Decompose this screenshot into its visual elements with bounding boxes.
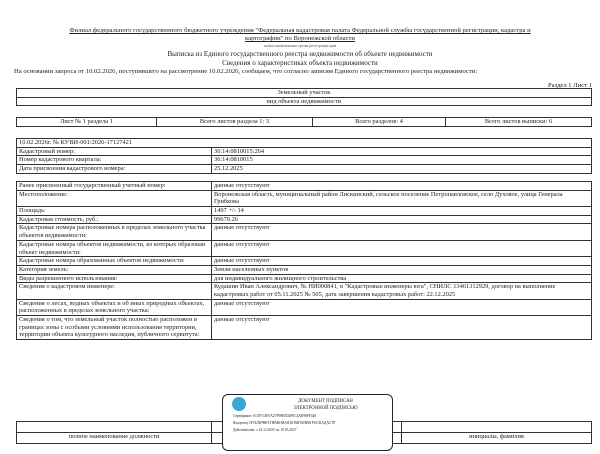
- row-label: Ранее присвоенный государственный учетный номер:: [17, 182, 212, 191]
- table-row: [17, 265, 592, 274]
- name-hint: инициалы, фамилия: [402, 433, 592, 444]
- stamp-owner: Владелец: ПУБЛИЧНО-ПРАВОВАЯ КОМПАНИЯ РОСКАДАСТР: [233, 421, 336, 425]
- table-row: [17, 299, 592, 315]
- row-value: данные отсутствуют: [212, 224, 592, 240]
- stamp-certificate: Сертификат: 01497148 0A27F98E0D2F0C4AE98FF440: [233, 414, 317, 418]
- row-value: данные отсутствуют: [212, 240, 592, 256]
- organization-name: Филиал федерального государственного бюджетного учреждения "Федеральная кадастровая палата Федеральной службы государственной регистрации, кадастра и картографии" по Воронежской области: [69, 27, 531, 42]
- row-value: Воронежская область, муниципальный район Лискинский, сельское поселение Петропавловское, село Духовое, улица Генерала Грибкова: [212, 190, 592, 206]
- table-row: [17, 240, 592, 256]
- row-label: Кадастровая стоимость, руб.:: [17, 215, 212, 224]
- identification-table: [16, 138, 592, 174]
- row-label: Номер кадастрового квартала:: [17, 156, 212, 165]
- object-type: Земельный участок: [17, 89, 592, 98]
- cadastral-number: 36:14:0810015:264: [212, 147, 592, 156]
- row-label: Местоположение:: [17, 190, 212, 206]
- row-value: данные отсутствуют: [212, 182, 592, 191]
- sheets-table: [16, 117, 592, 127]
- row-label: Кадастровые номера объектов недвижимости, из которых образован объект недвижимости:: [17, 240, 212, 256]
- row-label: Дата присвоения кадастрового номера:: [17, 165, 212, 174]
- basis-text: На основании запроса от 10.02.2026, поступившего на рассмотрение 10.02.2026, сообщаем, что согласно записям Единого государственного реестра недвижимости:: [14, 68, 478, 75]
- row-value: 1497 +/- 14: [212, 207, 592, 216]
- row-value: данные отсутствуют: [212, 299, 592, 315]
- table-row: [17, 274, 592, 283]
- row-label: Сведения о кадастровом инженере:: [17, 283, 212, 299]
- table-row: [17, 182, 592, 191]
- object-type-hint: вид объекта недвижимости: [17, 97, 592, 106]
- object-type-table: [16, 88, 592, 106]
- position-hint: полное наименование должности: [17, 433, 212, 444]
- row-value: 99670.26: [212, 215, 592, 224]
- total-sheets: Всего листов выписки: 6: [446, 118, 592, 127]
- section-label: Раздел 1 Лист 1: [548, 82, 592, 89]
- row-value: для индивидуального жилищного строительства: [212, 274, 592, 283]
- stamp-line2: ЭЛЕКТРОННОЙ ПОДПИСЬЮ: [293, 406, 358, 411]
- cadastral-quarter: 36:14:0810015: [212, 156, 592, 165]
- table-row: [17, 224, 592, 240]
- stamp-line1: ДОКУМЕНТ ПОДПИСАН: [298, 399, 353, 404]
- table-row: [17, 283, 592, 299]
- assignment-date: 25.12.2025: [212, 165, 592, 174]
- document-title: Выписка из Единого государственного реестра недвижимости об объекте недвижимости: [167, 50, 433, 58]
- table-row: [17, 207, 592, 216]
- details-table: [16, 181, 592, 340]
- stamp-validity: Действителен: с 24.12.2025 по 19.03.2027: [233, 428, 297, 432]
- row-value: Кудашин Иван Александрович, № НИ000841, в "Кадастровые инженеры юга", СНИЛС 13461312929, договор на выполнение кадастровых работ от 05.11.2025 № 505, дата завершения кадастровых работ: 22.12.2025: [212, 283, 592, 299]
- organization-hint: полное наименование органа регистрации прав: [263, 44, 337, 48]
- total-sections: Всего разделов: 4: [313, 118, 446, 127]
- row-value: Земли населенных пунктов: [212, 265, 592, 274]
- electronic-signature-stamp: [222, 394, 393, 451]
- row-label: Сведения о лесах, водных объектах и об иных природных объектах, расположенных в пределах земельного участка:: [17, 299, 212, 315]
- request-number: 10.02.2026г. № КУВИ-001/2026-17127421: [17, 139, 592, 148]
- table-row: [17, 190, 592, 206]
- sheet-number: Лист № 1 раздела 1: [17, 118, 157, 127]
- table-row: [17, 257, 592, 266]
- row-label: Сведения о том, что земельный участок полностью расположен в границах зоны с особыми условиями использования территории, территории объекта культурного наследия, публичного сервитута:: [17, 316, 212, 340]
- table-row: [17, 147, 592, 156]
- row-label: Виды разрешенного использования:: [17, 274, 212, 283]
- section-sheets: Всего листов раздела 1: 3: [157, 118, 313, 127]
- table-row: [17, 215, 592, 224]
- row-value: данные отсутствуют: [212, 316, 592, 340]
- row-label: Кадастровый номер:: [17, 147, 212, 156]
- row-value: данные отсутствуют: [212, 257, 592, 266]
- table-row: [17, 156, 592, 165]
- row-label: Площадь:: [17, 207, 212, 216]
- row-label: Категория земель:: [17, 265, 212, 274]
- rosreestr-logo-icon: [232, 397, 246, 411]
- row-label: Кадастровые номера расположенных в пределах земельного участка объектов недвижимости:: [17, 224, 212, 240]
- document-subtitle: Сведения о характеристиках объекта недвижимости: [222, 59, 378, 67]
- table-row: [17, 316, 592, 340]
- table-row: [17, 165, 592, 174]
- row-label: Кадастровые номера образованных объектов недвижимости:: [17, 257, 212, 266]
